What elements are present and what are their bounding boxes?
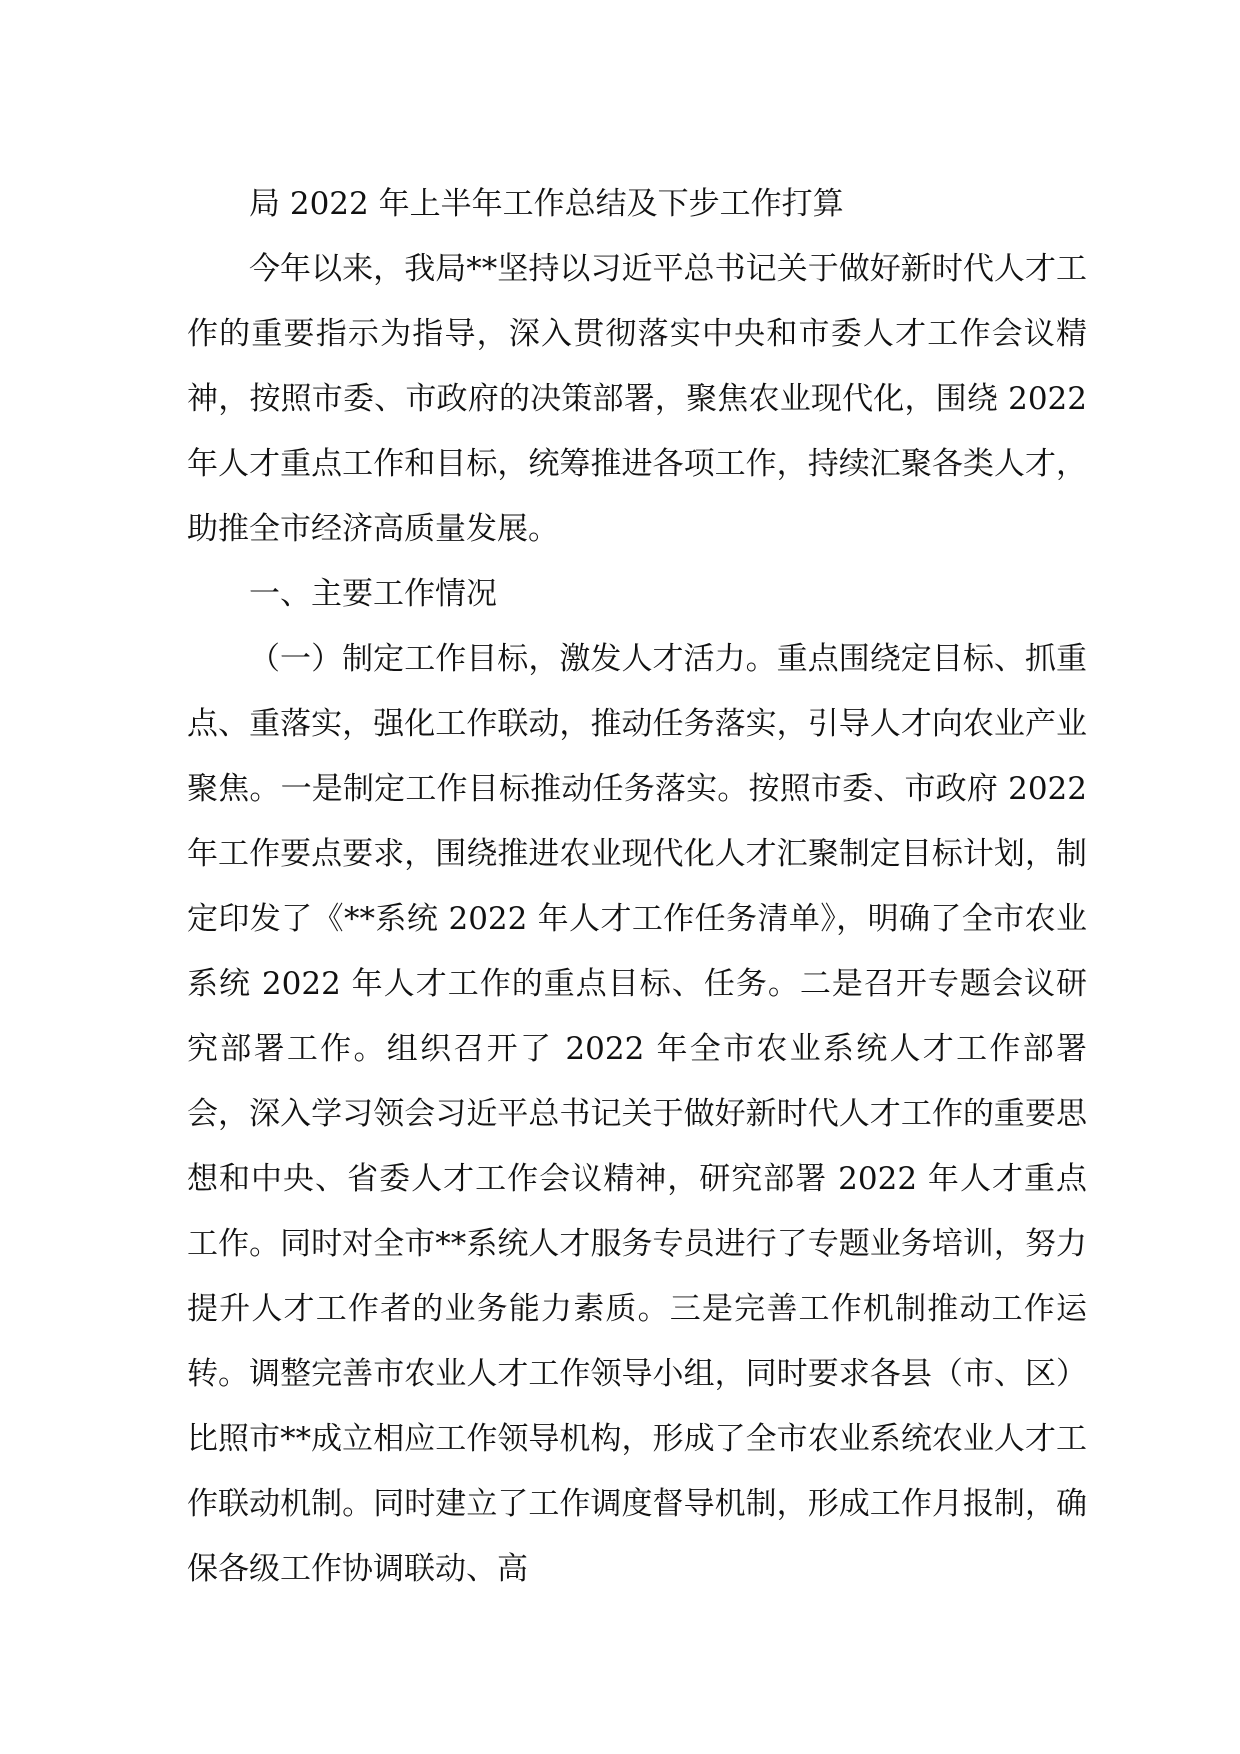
document-body	[187, 172, 1087, 1602]
subsection-paragraph-work-goals: （一）制定工作目标，激发人才活力。重点围绕定目标、抓重点、重落实，强化工作联动，推动任务落实，引导人才向农业产业聚焦。一是制定工作目标推动任务落实。按照市委、市政府 2022 年工作要点要求，围绕推进农业现代化人才汇聚制定目标计划，制定印发了《**系统 2022 年人才工作任务清单》，明确了全市农业系统 2022 年人才工作的重点目标、任务。二是召开专题会议研究部署工作。组织召开了 2022 年全市农业系统人才工作部署会，深入学习领会习近平总书记关于做好新时代人才工作的重要思想和中央、省委人才工作会议精神，研究部署 2022 年人才重点工作。同时对全市**系统人才服务专员进行了专题业务培训，努力提升人才工作者的业务能力素质。三是完善工作机制推动工作运转。调整完善市农业人才工作领导小组，同时要求各县（市、区）比照市**成立相应工作领导机构，形成了全市农业系统农业人才工作联动机制。同时建立了工作调度督导机制，形成工作月报制，确保各级工作协调联动、高	[187, 641, 1087, 1587]
intro-paragraph: 今年以来，我局**坚持以习近平总书记关于做好新时代人才工作的重要指示为指导，深入贯彻落实中央和市委人才工作会议精神，按照市委、市政府的决策部署，聚焦农业现代化，围绕 2022 年人才重点工作和目标，统筹推进各项工作，持续汇聚各类人才，助推全市经济高质量发展。	[187, 251, 1087, 547]
document-title: 局 2022 年上半年工作总结及下步工作打算	[249, 186, 844, 222]
section-heading-main-work: 一、主要工作情况	[249, 576, 497, 612]
